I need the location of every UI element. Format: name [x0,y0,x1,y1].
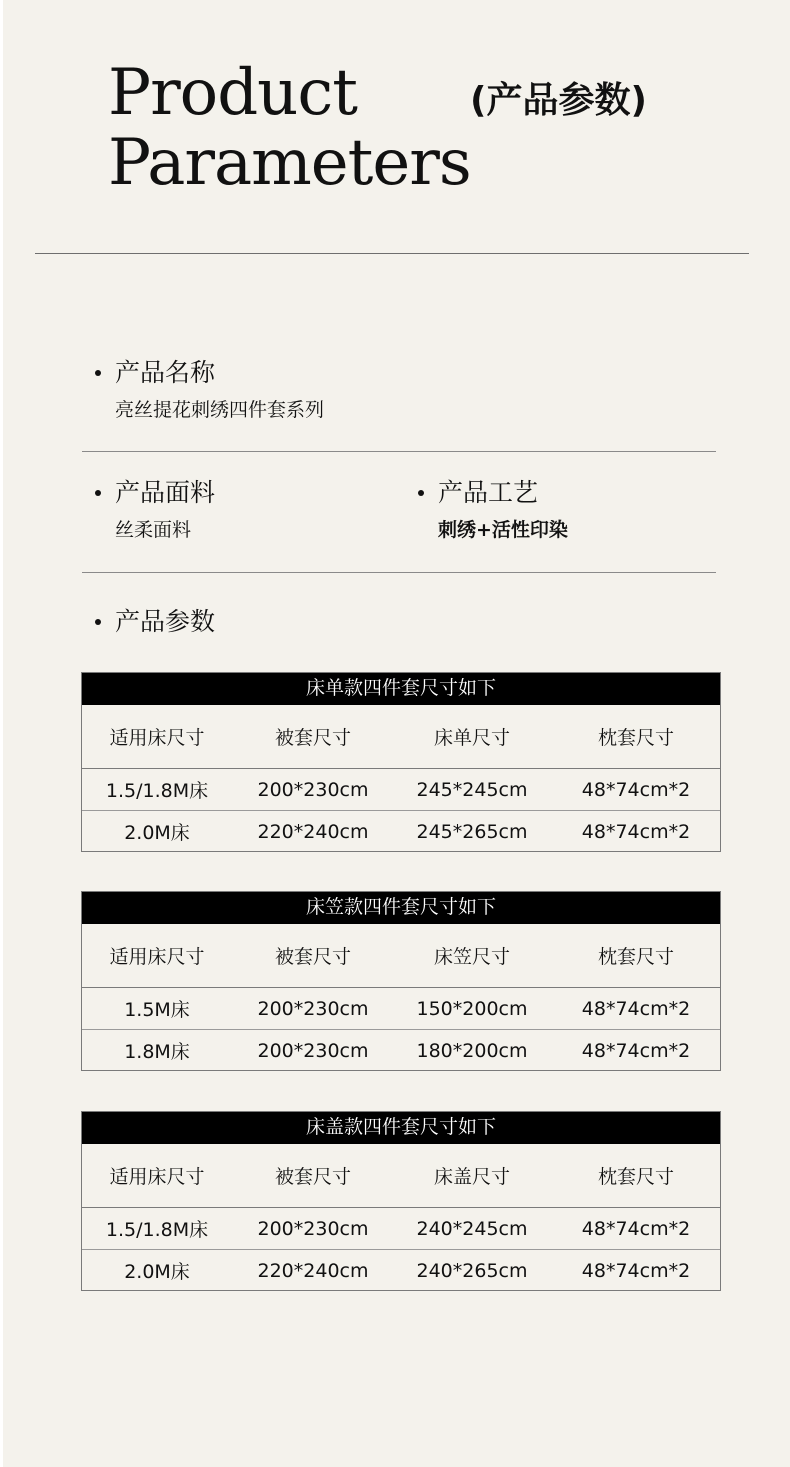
table-row [81,988,721,1030]
size-table-fitted [81,891,721,1071]
size-table-bedspread [81,1111,721,1291]
section-divider [82,572,716,573]
table-cell: 48*74cm*2 [581,1217,691,1240]
table-cell: 245*265cm [393,811,551,853]
column-header: 床单尺寸 [393,705,551,769]
section-divider [82,451,716,452]
table-title: 床笠款四件套尺寸如下 [81,891,721,924]
table-cell: 1.5/1.8M床 [105,1219,209,1241]
size-table-sheet [81,672,721,852]
bullet-icon [418,490,424,496]
table-cell: 200*230cm [257,997,369,1020]
info-label: 产品名称 [115,358,216,387]
column-header: 枕套尺寸 [551,705,721,769]
column-header: 被套尺寸 [233,705,393,769]
table-cell: 240*245cm [416,1217,528,1240]
left-edge-strip [0,0,3,1467]
table-header-row [81,705,721,769]
table-cell: 240*265cm [393,1250,551,1292]
table-cell: 245*245cm [416,778,528,801]
table-cell: 48*74cm*2 [551,811,721,853]
info-label: 产品面料 [115,478,216,507]
table-row [81,1250,721,1292]
info-label: 产品参数 [115,607,216,636]
info-craft [418,478,568,542]
info-fabric [95,478,215,542]
column-header: 床盖尺寸 [393,1144,551,1208]
table-cell: 200*230cm [233,1030,393,1072]
bullet-icon [95,490,101,496]
page-subtitle: (产品参数) [470,80,647,121]
table-row [81,1030,721,1072]
info-params [95,607,215,637]
column-header: 适用床尺寸 [81,1144,233,1208]
table-cell: 48*74cm*2 [581,778,691,801]
table-cell: 1.8M床 [81,1030,233,1072]
table-cell: 1.5M床 [124,999,190,1021]
table-row [81,811,721,853]
bullet-icon [95,370,101,376]
column-header: 适用床尺寸 [81,924,233,988]
column-header: 被套尺寸 [233,1144,393,1208]
info-value: 刺绣+活性印染 [438,519,568,541]
info-value: 亮丝提花刺绣四件套系列 [115,399,325,421]
table-cell: 200*230cm [257,1217,369,1240]
table-cell: 150*200cm [416,997,528,1020]
info-value: 丝柔面料 [115,519,192,541]
table-title: 床盖款四件套尺寸如下 [81,1111,721,1144]
info-label: 产品工艺 [438,478,539,507]
table-cell: 2.0M床 [81,1250,233,1292]
table-cell: 220*240cm [233,811,393,853]
column-header: 被套尺寸 [233,924,393,988]
table-header-row [81,924,721,988]
table-cell: 220*240cm [233,1250,393,1292]
table-cell: 48*74cm*2 [581,997,691,1020]
table-cell: 2.0M床 [81,811,233,853]
title-line-2: Parameters [108,126,471,200]
page-title [108,58,471,198]
column-header: 枕套尺寸 [551,924,721,988]
title-line-1: Product [108,56,357,130]
header-divider [35,253,749,254]
column-header: 适用床尺寸 [81,705,233,769]
table-cell: 1.5/1.8M床 [105,780,209,802]
column-header: 枕套尺寸 [551,1144,721,1208]
table-row [81,1208,721,1250]
table-header-row [81,1144,721,1208]
table-cell: 200*230cm [257,778,369,801]
table-cell: 48*74cm*2 [551,1030,721,1072]
table-cell: 48*74cm*2 [551,1250,721,1292]
column-header: 床笠尺寸 [393,924,551,988]
bullet-icon [95,619,101,625]
table-title: 床单款四件套尺寸如下 [81,672,721,705]
info-product-name [95,358,324,422]
table-cell: 180*200cm [393,1030,551,1072]
table-row [81,769,721,811]
